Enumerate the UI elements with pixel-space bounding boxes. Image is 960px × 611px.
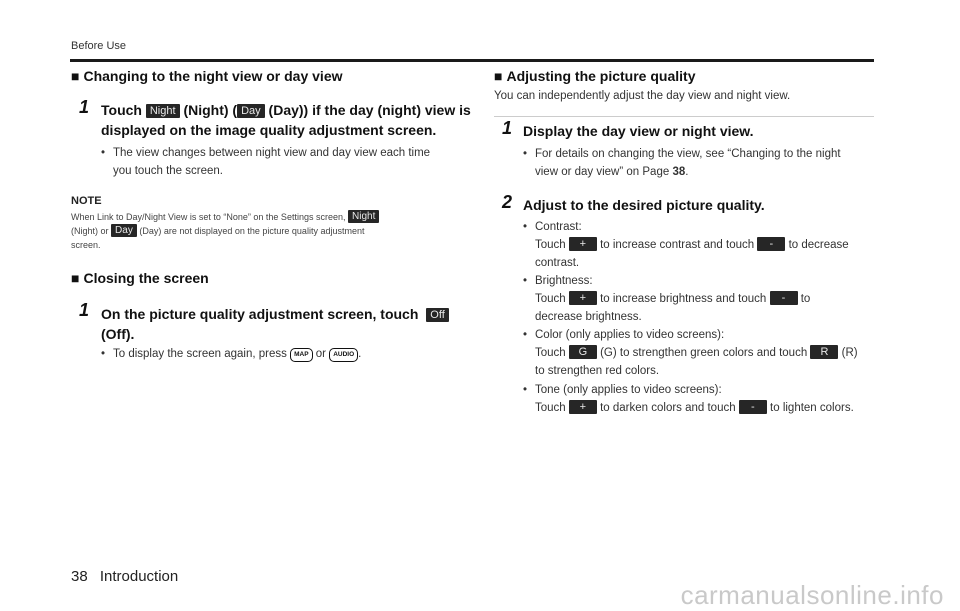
page-number: 38	[71, 568, 88, 585]
step-number: 1	[79, 300, 90, 320]
intro-text: You can independently adjust the day view and night view.	[494, 90, 791, 102]
note-text: When Link to Day/Night View is set to “None” on the Settings screen, Night (Night) or Day (Day) are not displayed on the picture quality adjustment screen.	[71, 210, 441, 252]
bullet-brightness: • Brightness: Touch + to increase brightness and touch - to decrease brightness.	[523, 275, 811, 323]
page-footer	[71, 568, 178, 585]
step-number: 1	[79, 97, 90, 117]
step-display-view: Display the day view or night view.	[523, 123, 754, 139]
running-header: Before Use	[71, 40, 127, 52]
tone-plus-button[interactable]: +	[569, 400, 597, 414]
footer-section: Introduction	[99, 568, 179, 585]
bullet-view-details: • For details on changing the view, see “Changing to the night view or day view” on Page 38.	[523, 148, 841, 178]
watermark: carmanualsonline.info	[680, 580, 944, 610]
step-number: 1	[502, 118, 513, 138]
note-title: NOTE	[71, 195, 102, 207]
step-adjust-quality: Adjust to the desired picture quality.	[523, 197, 765, 213]
bullet-contrast: • Contrast: Touch + to increase contrast and touch - to decrease contrast.	[523, 221, 849, 269]
green-button[interactable]: G	[569, 345, 597, 359]
day-button[interactable]: Day	[111, 224, 137, 237]
day-button[interactable]: Day	[237, 104, 265, 118]
page-reference[interactable]: 38	[672, 166, 686, 178]
step-close: On the picture quality adjustment screen, touch Off (Off).	[101, 304, 461, 344]
section-heading-closing: ■ Closing the screen	[71, 270, 209, 286]
divider	[494, 116, 874, 117]
night-button[interactable]: Night	[146, 104, 180, 118]
audio-key[interactable]: AUDIO	[329, 348, 358, 362]
brightness-plus-button[interactable]: +	[569, 291, 597, 305]
section-heading-night-day: ■ Changing to the night view or day view	[71, 68, 343, 84]
red-button[interactable]: R	[810, 345, 838, 359]
bullet-tone: • Tone (only applies to video screens): Touch + to darken colors and touch - to lighten colors.	[523, 384, 854, 414]
off-button[interactable]: Off	[426, 308, 448, 322]
brightness-minus-button[interactable]: -	[770, 291, 798, 305]
square-bullet-icon: ■	[71, 68, 80, 84]
header-rule	[70, 59, 874, 62]
contrast-minus-button[interactable]: -	[757, 237, 785, 251]
step-number: 2	[502, 192, 513, 212]
section-heading-picture-quality: ■ Adjusting the picture quality	[494, 68, 696, 84]
bullet-color: • Color (only applies to video screens): Touch G (G) to strengthen green colors and touch R (R) to strengthen red colors.	[523, 329, 858, 377]
bullet-redisplay: • To display the screen again, press MAP or AUDIO .	[101, 348, 362, 360]
tone-minus-button[interactable]: -	[739, 400, 767, 414]
contrast-plus-button[interactable]: +	[569, 237, 597, 251]
step-night-day: Touch Night (Night) ( Day (Day)) if the day (night) view is displayed on the image quality adjustment screen.	[101, 102, 471, 138]
square-bullet-icon: ■	[71, 270, 80, 286]
map-key[interactable]: MAP	[290, 348, 312, 362]
night-button[interactable]: Night	[348, 210, 379, 223]
bullet-view-toggle: • The view changes between night view and day view each time you touch the screen.	[101, 147, 431, 177]
square-bullet-icon: ■	[494, 68, 503, 84]
